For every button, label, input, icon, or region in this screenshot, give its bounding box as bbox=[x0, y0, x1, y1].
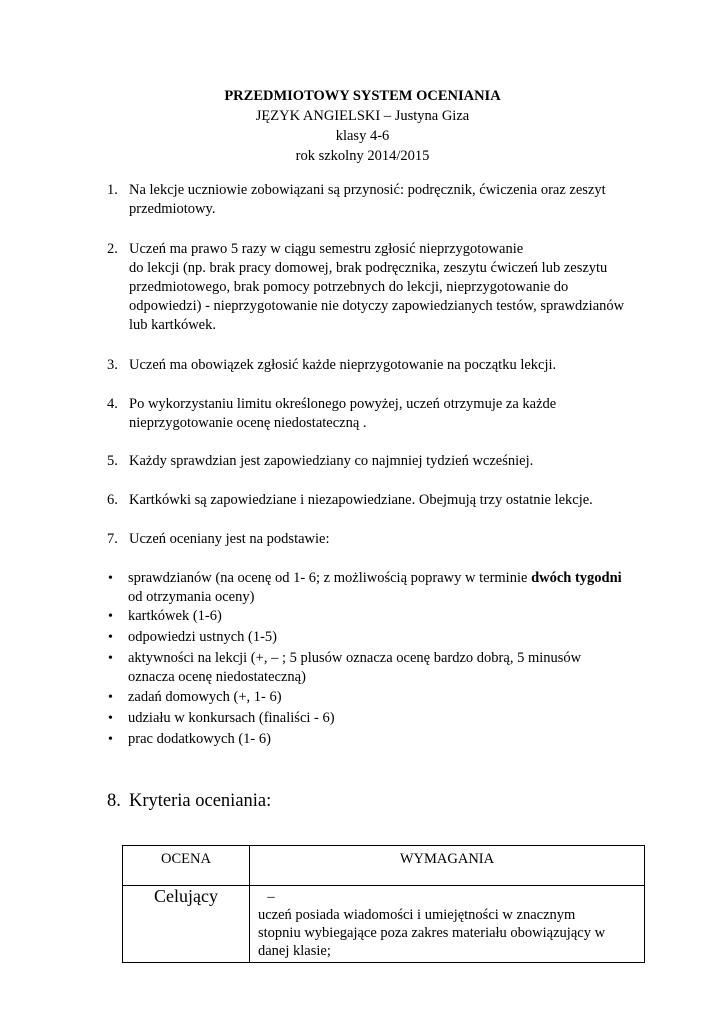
list-item-line: lub kartkówek. bbox=[129, 317, 216, 333]
list-item-line: Uczeń oceniany jest na podstawie: bbox=[129, 531, 330, 547]
list-item-number: 1. bbox=[107, 182, 118, 198]
list-item-line: przedmiotowego, brak pomocy potrzebnych do lekcji, nieprzygotowanie do bbox=[129, 279, 569, 295]
table-row bbox=[123, 886, 645, 963]
bullet-text: udziału w konkursach (finaliści - 6) bbox=[128, 710, 335, 726]
grade-cell: Celujący bbox=[123, 886, 250, 963]
list-item-line: Po wykorzystaniu limitu określonego powyżej, uczeń otrzymuje za każde bbox=[129, 396, 557, 412]
bullet-text: kartkówek (1-6) bbox=[128, 608, 222, 624]
bullet-line: aktywności na lekcji (+, – ; 5 plusów oznacza ocenę bardzo dobrą, 5 minusów bbox=[128, 650, 582, 666]
section-heading-criteria bbox=[107, 789, 271, 813]
list-item-number: 5. bbox=[107, 453, 118, 469]
bullet-marker: • bbox=[108, 732, 113, 747]
bullet-marker: • bbox=[108, 571, 113, 586]
table-header-row bbox=[123, 846, 645, 886]
list-item-line: Na lekcje uczniowie zobowiązani są przynosić: podręcznik, ćwiczenia oraz zeszyt bbox=[129, 182, 606, 198]
requirement-line: stopniu wybiegające poza zakres materiału obowiązujący w bbox=[258, 925, 606, 941]
bullet-marker: • bbox=[108, 711, 113, 726]
school-year-line: rok szkolny 2014/2015 bbox=[295, 148, 430, 164]
bullet-item-activity bbox=[108, 649, 648, 687]
requirement-line: uczeń posiada wiadomości i umiejętności w znacznym bbox=[258, 907, 576, 923]
list-item-number: 2. bbox=[107, 241, 118, 257]
list-item-number: 3. bbox=[107, 357, 118, 373]
classes-line: klasy 4-6 bbox=[335, 128, 390, 144]
list-item-5 bbox=[107, 452, 647, 471]
bullet-item-extra-work bbox=[108, 730, 648, 749]
list-item-7 bbox=[107, 530, 647, 549]
requirement-line: danej klasie; bbox=[258, 943, 331, 959]
list-item-line: odpowiedzi) - nieprzygotowanie nie dotyczy zapowiedzianych testów, sprawdzianów bbox=[129, 298, 625, 314]
list-item-2 bbox=[107, 240, 647, 335]
document-header bbox=[0, 86, 725, 166]
bullet-line: od otrzymania oceny) bbox=[128, 589, 255, 605]
subject-line: JĘZYK ANGIELSKI – Justyna Giza bbox=[255, 108, 470, 124]
bullet-line: oznacza ocenę niedostateczną) bbox=[128, 669, 306, 685]
list-item-line: Uczeń ma obowiązek zgłosić każde nieprzygotowanie na początku lekcji. bbox=[129, 357, 557, 373]
bullet-item-quizzes bbox=[108, 607, 648, 626]
list-item-line: Kartkówki są zapowiedziane i niezapowiedziane. Obejmują trzy ostatnie lekcje. bbox=[129, 492, 593, 508]
bullet-marker: • bbox=[108, 630, 113, 645]
column-header-requirements: WYMAGANIA bbox=[250, 846, 645, 886]
dash-marker: – bbox=[267, 889, 275, 905]
bullet-marker: • bbox=[108, 690, 113, 705]
bullet-text: zadań domowych (+, 1- 6) bbox=[128, 689, 282, 705]
list-item-6 bbox=[107, 491, 647, 510]
list-item-line: nieprzygotowanie ocenę niedostateczną . bbox=[129, 415, 367, 431]
bullet-marker: • bbox=[108, 651, 113, 666]
list-item-line: przedmiotowy. bbox=[129, 201, 216, 217]
bullet-item-homework bbox=[108, 688, 648, 707]
list-item-line: Uczeń ma prawo 5 razy w ciągu semestru zgłosić nieprzygotowanie bbox=[129, 241, 524, 257]
list-item-number: 6. bbox=[107, 492, 118, 508]
list-item-number: 7. bbox=[107, 531, 118, 547]
list-item-line: Każdy sprawdzian jest zapowiedziany co najmniej tydzień wcześniej. bbox=[129, 453, 534, 469]
section-number: 8. bbox=[107, 791, 121, 811]
list-item-3 bbox=[107, 356, 647, 375]
bullet-item-contests bbox=[108, 709, 648, 728]
document-title: PRZEDMIOTOWY SYSTEM OCENIANIA bbox=[224, 88, 501, 104]
list-item-number: 4. bbox=[107, 396, 118, 412]
criteria-table bbox=[122, 845, 645, 963]
list-item-line: do lekcji (np. brak pracy domowej, brak podręcznika, zeszytu ćwiczeń lub zeszytu bbox=[129, 260, 608, 276]
requirements-cell bbox=[250, 886, 645, 963]
bullet-bold-text: dwóch tygodni bbox=[531, 570, 622, 586]
bullet-marker: • bbox=[108, 609, 113, 624]
bullet-line bbox=[128, 569, 648, 588]
column-header-grade: OCENA bbox=[123, 846, 250, 886]
bullet-item-tests bbox=[108, 569, 648, 607]
bullet-text: odpowiedzi ustnych (1-5) bbox=[128, 629, 277, 645]
section-title: Kryteria oceniania: bbox=[129, 791, 272, 811]
list-item-4 bbox=[107, 395, 647, 433]
bullet-text: prac dodatkowych (1- 6) bbox=[128, 731, 271, 747]
bullet-item-oral bbox=[108, 628, 648, 647]
bullet-text: sprawdzianów (na ocenę od 1- 6; z możliwością poprawy w terminie bbox=[128, 570, 532, 586]
list-item-1 bbox=[107, 181, 647, 219]
